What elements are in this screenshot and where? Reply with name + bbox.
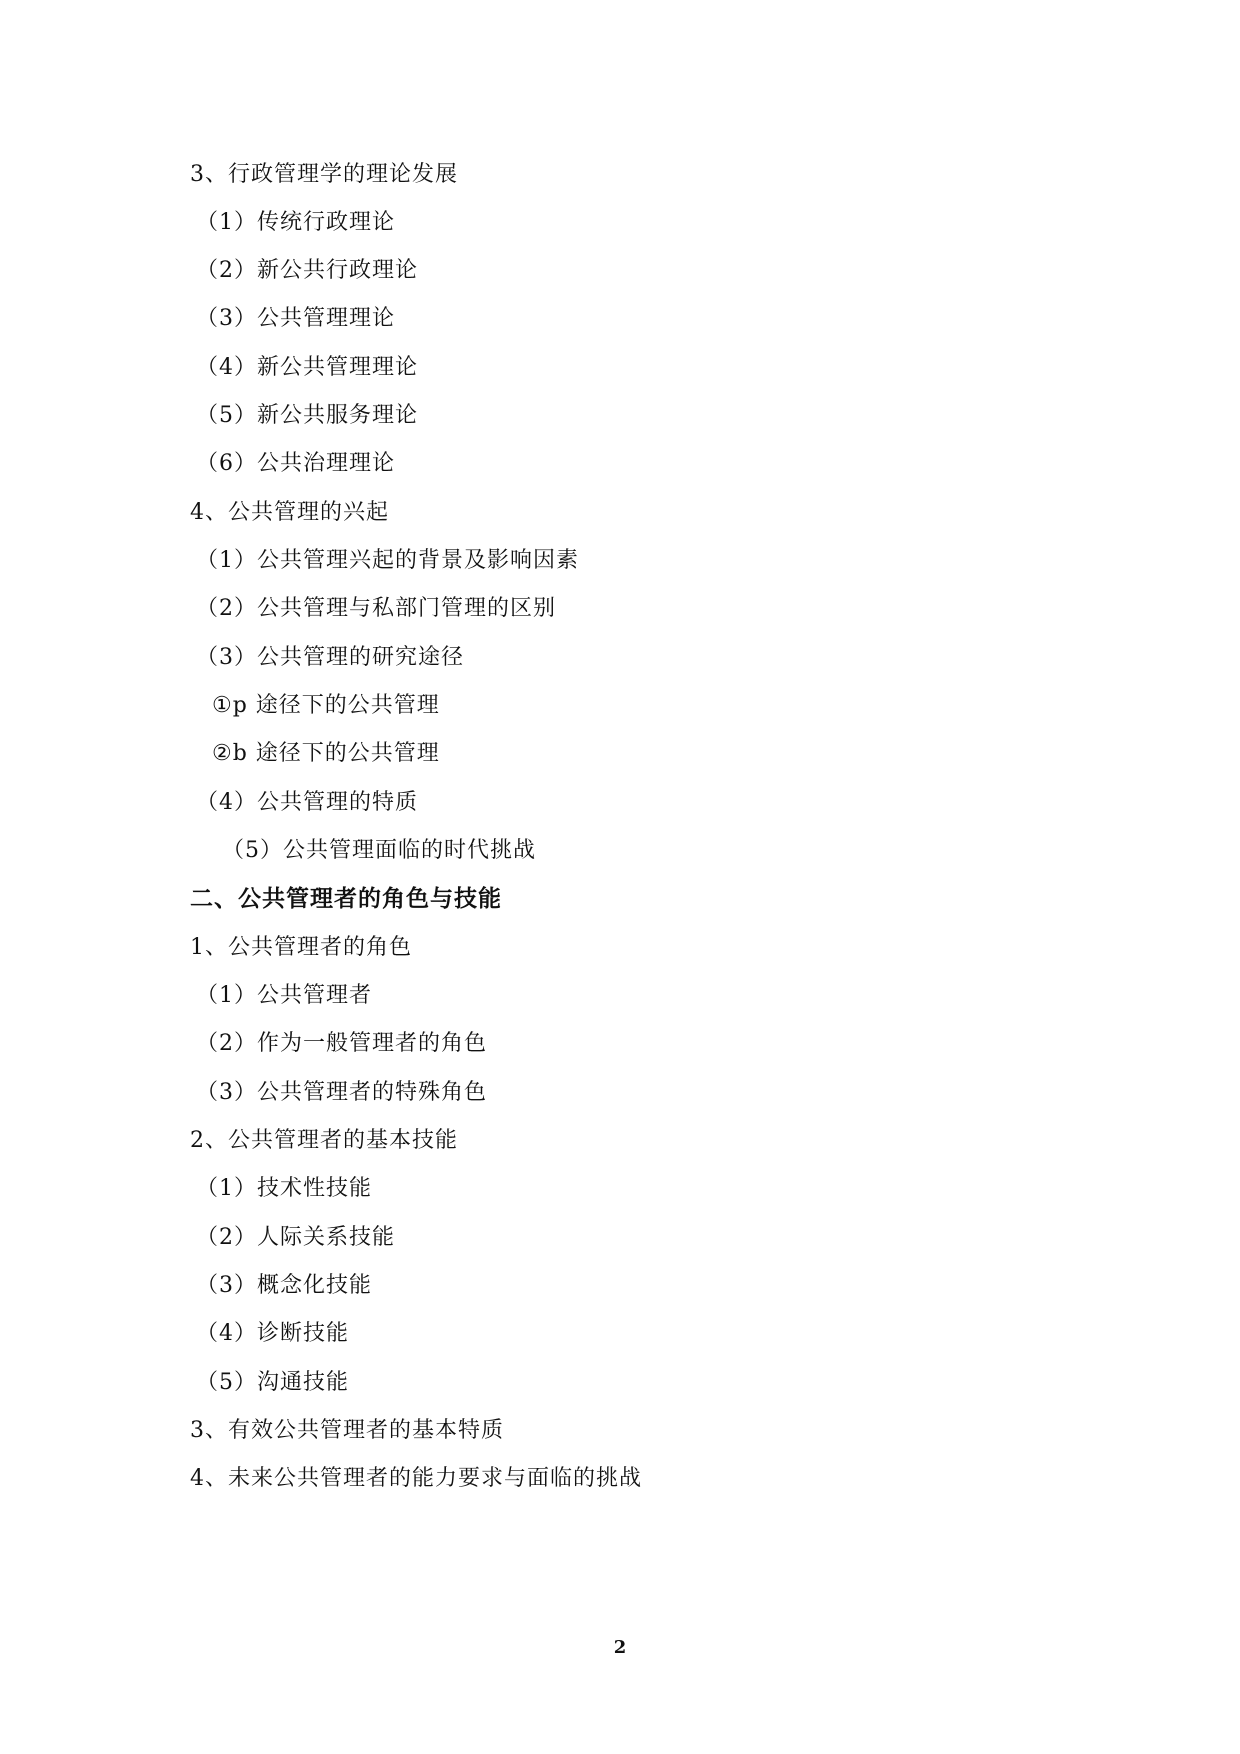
page-number: 2: [613, 1637, 627, 1658]
chapter-heading: 二、公共管理者的角色与技能: [190, 886, 502, 912]
list-item: （2）公共管理与私部门管理的区别: [196, 596, 556, 621]
list-item: （5）新公共服务理论: [196, 403, 418, 428]
list-item: （3）公共管理者的特殊角色: [196, 1080, 487, 1105]
section-heading: 3、有效公共管理者的基本特质: [190, 1418, 504, 1443]
section-heading: 4、公共管理的兴起: [190, 500, 389, 525]
sub-list-item: ①p 途径下的公共管理: [212, 693, 440, 718]
sub-list-item: ②b 途径下的公共管理: [212, 741, 440, 766]
section-heading: 2、公共管理者的基本技能: [190, 1128, 458, 1153]
list-item: （3）公共管理理论: [196, 306, 395, 331]
list-item: （1）技术性技能: [196, 1176, 372, 1201]
list-item: （2）新公共行政理论: [196, 258, 418, 283]
list-item: （6）公共治理理论: [196, 451, 395, 476]
section-heading: 4、未来公共管理者的能力要求与面临的挑战: [190, 1466, 642, 1491]
section-heading: 1、公共管理者的角色: [190, 935, 412, 960]
list-item: （4）诊断技能: [196, 1321, 349, 1346]
list-item: （1）公共管理者: [196, 983, 372, 1008]
list-item: （4）新公共管理理论: [196, 355, 418, 380]
list-item: （5）公共管理面临的时代挑战: [222, 838, 536, 863]
list-item: （1）传统行政理论: [196, 210, 395, 235]
list-item: （2）作为一般管理者的角色: [196, 1031, 487, 1056]
list-item: （3）概念化技能: [196, 1273, 372, 1298]
list-item: （1）公共管理兴起的背景及影响因素: [196, 548, 579, 573]
list-item: （2）人际关系技能: [196, 1225, 395, 1250]
list-item: （4）公共管理的特质: [196, 790, 418, 815]
section-heading: 3、行政管理学的理论发展: [190, 162, 458, 187]
list-item: （5）沟通技能: [196, 1370, 349, 1395]
list-item: （3）公共管理的研究途径: [196, 645, 464, 670]
